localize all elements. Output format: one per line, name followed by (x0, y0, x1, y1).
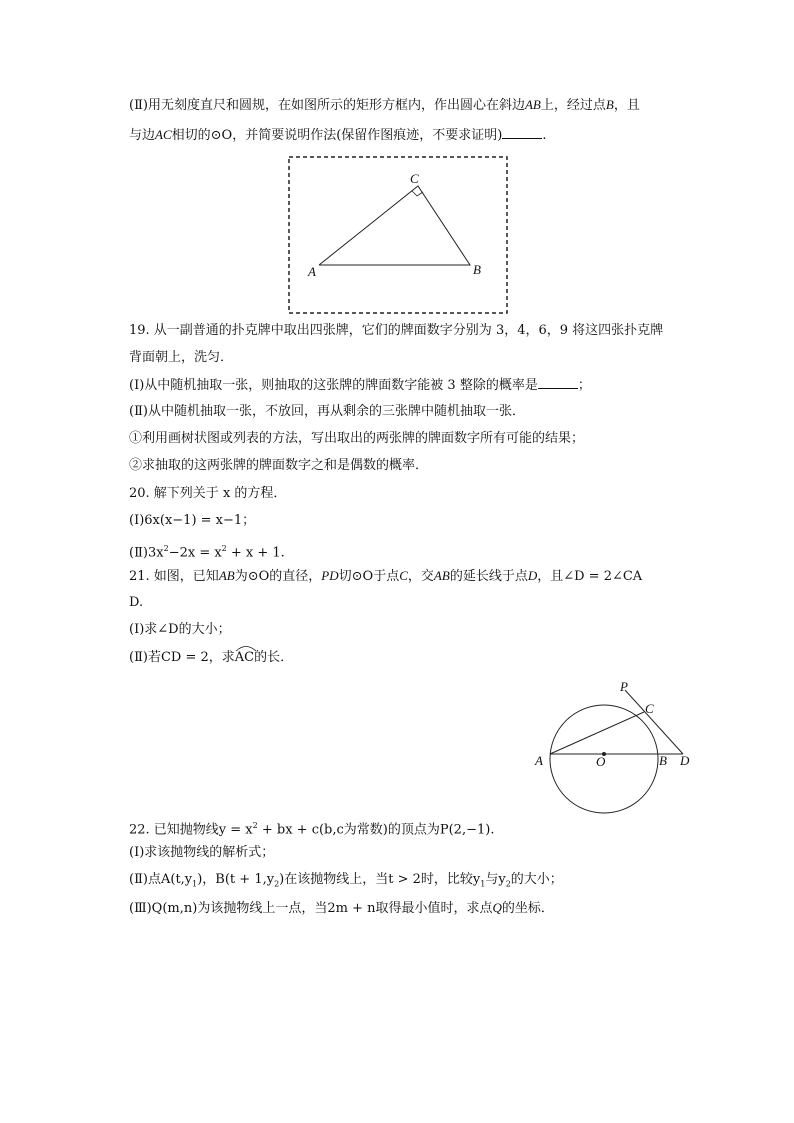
answer-blank[interactable] (538, 376, 578, 389)
q22-line-4: (Ⅲ)Q(m,n)为该抛物线上一点，当2m + n取得最小值时，求点Q的坐标． (129, 900, 554, 916)
circle-figure (530, 676, 700, 816)
q19-line-3: (Ⅰ)从中随机抽取一张，则抽取的这张牌的牌面数字能被 3 整除的概率是 ； (129, 378, 591, 393)
q19-line-2: 背面朝上，洗匀． (129, 350, 234, 365)
q22-line-2: (Ⅰ)求该抛物线的解析式； (129, 845, 275, 860)
label-a: A (535, 753, 543, 768)
label-b: B (473, 262, 481, 277)
q19-line-4: (Ⅱ)从中随机抽取一张，不放回，再从剩余的三张牌中随机抽取一张． (129, 404, 525, 419)
arc-ac: AC (235, 649, 254, 667)
q21-line-2: D. (129, 595, 144, 610)
q19-line-5: ①利用画树状图或列表的方法，写出取出的两张牌的牌面数字所有可能的结果； (129, 431, 585, 446)
q18-line-2: 与边AC相切的⊙O，并简要说明作法(保留作图痕迹，不要求证明) . (129, 127, 547, 143)
label-p: P (620, 679, 628, 694)
q20-line-2: (Ⅰ)6x(x−1) = x−1； (129, 513, 256, 528)
chord-ac (550, 712, 644, 754)
q21-line-3: (Ⅰ)求∠D的大小； (129, 622, 231, 637)
triangle-abc (319, 186, 470, 265)
q21-line-4: (Ⅱ)若CD = 2，求 AC的长． (129, 649, 293, 667)
q19-line-1: 19. 从一副普通的扑克牌中取出四张牌，它们的牌面数字分别为 3，4，6，9 将这四张扑克牌 (129, 323, 664, 338)
label-o: O (596, 754, 606, 769)
label-b: B (659, 753, 667, 768)
tangent-pd (625, 690, 683, 754)
q19-line-6: ②求抽取的这两张牌的牌面数字之和是偶数的概率． (129, 458, 429, 473)
q21-line-1: 21. 如图，已知AB为⊙O的直径，PD切⊙O于点C，交AB的延长线于点D，且∠D = 2∠CA (129, 568, 643, 584)
triangle-figure (286, 155, 510, 317)
label-a: A (308, 264, 316, 279)
label-d: D (680, 753, 690, 768)
q20-line-3: $(Ⅱ)3x^2-2x = x^2 + x + 1$. (129, 544, 285, 561)
q22-line-3: (Ⅱ)点$A(t,y_1)$，$B(t + 1,y_2)$在该抛物线上，当t > 2时，比较$y_1$与$y_2$的大小； (129, 872, 563, 889)
label-c: C (645, 701, 654, 716)
q20-line-1: 20. 解下列关于 x 的方程． (129, 486, 287, 501)
answer-blank[interactable] (502, 126, 542, 139)
dashed-frame (289, 157, 507, 313)
q22-line-1: 22. 已知抛物线$y = x^2$ + bx + c(b,c为常数)的顶点为P(2,−1). (129, 821, 495, 838)
label-c: C (410, 171, 419, 186)
q18-line-1: (Ⅱ)用无刻度直尺和圆规，在如图所示的矩形方框内，作出圆心在斜边AB上，经过点B，且 (129, 97, 640, 113)
